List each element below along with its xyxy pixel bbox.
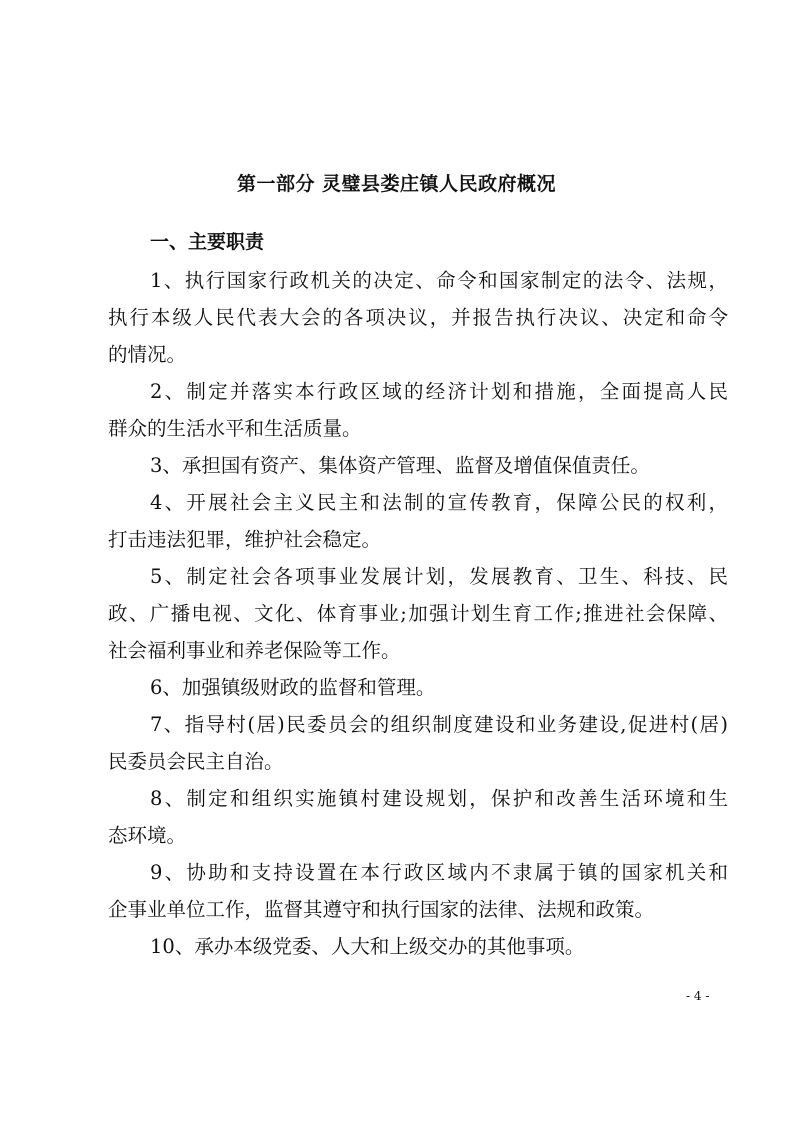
- paragraph-line: 群众的生活水平和生活质量。: [108, 417, 362, 440]
- section-heading: 一、主要职责: [150, 231, 265, 253]
- paragraph-line: 1、执行国家行政机关的决定、命令和国家制定的法令、法规，: [150, 269, 728, 292]
- paragraph-line: 打击违法犯罪，维护社会稳定。: [108, 528, 382, 551]
- duty-paragraph-6: [108, 669, 728, 706]
- duties-list: [108, 262, 728, 965]
- paragraph-line: 8、制定和组织实施镇村建设规划，保护和改善生活环境和生: [150, 787, 728, 810]
- paragraph-line: 态环境。: [108, 824, 187, 847]
- duty-paragraph-7: [108, 706, 728, 780]
- duty-paragraph-5: [108, 558, 728, 669]
- paragraph-line: 5、制定社会各项事业发展计划，发展教育、卫生、科技、民: [150, 565, 728, 588]
- paragraph-line: 6、加强镇级财政的监督和管理。: [150, 676, 436, 699]
- paragraph-line: 企事业单位工作，监督其遵守和执行国家的法律、法规和政策。: [108, 898, 655, 921]
- paragraph-line: 7、指导村(居)民委员会的组织制度建设和业务建设,促进村(居): [150, 713, 728, 736]
- paragraph-line: 的情况。: [108, 343, 187, 366]
- paragraph-line: 政、广播电视、文化、体育事业;加强计划生育工作;推进社会保障、: [108, 602, 728, 625]
- duty-paragraph-8: [108, 780, 728, 854]
- duty-paragraph-10: [108, 928, 728, 965]
- duty-paragraph-1: [108, 262, 728, 373]
- page-number: - 4 -: [686, 989, 710, 1003]
- paragraph-line: 2、制定并落实本行政区域的经济计划和措施，全面提高人民: [150, 380, 728, 403]
- paragraph-line: 社会福利事业和养老保险等工作。: [108, 639, 401, 662]
- paragraph-line: 民委员会民主自治。: [108, 750, 284, 773]
- document-title: 第一部分 灵璧县娄庄镇人民政府概况: [236, 173, 557, 195]
- paragraph-line: 3、承担国有资产、集体资产管理、监督及增值保值责任。: [150, 454, 650, 477]
- duty-paragraph-2: [108, 373, 728, 447]
- paragraph-line: 4、开展社会主义民主和法制的宣传教育，保障公民的权利，: [150, 491, 728, 514]
- duty-paragraph-4: [108, 484, 728, 558]
- paragraph-line: 执行本级人民代表大会的各项决议，并报告执行决议、决定和命令: [108, 306, 728, 329]
- duty-paragraph-3: [108, 447, 728, 484]
- duty-paragraph-9: [108, 854, 728, 928]
- paragraph-line: 9、协助和支持设置在本行政区域内不隶属于镇的国家机关和: [150, 861, 728, 884]
- paragraph-line: 10、承办本级党委、人大和上级交办的其他事项。: [150, 935, 585, 958]
